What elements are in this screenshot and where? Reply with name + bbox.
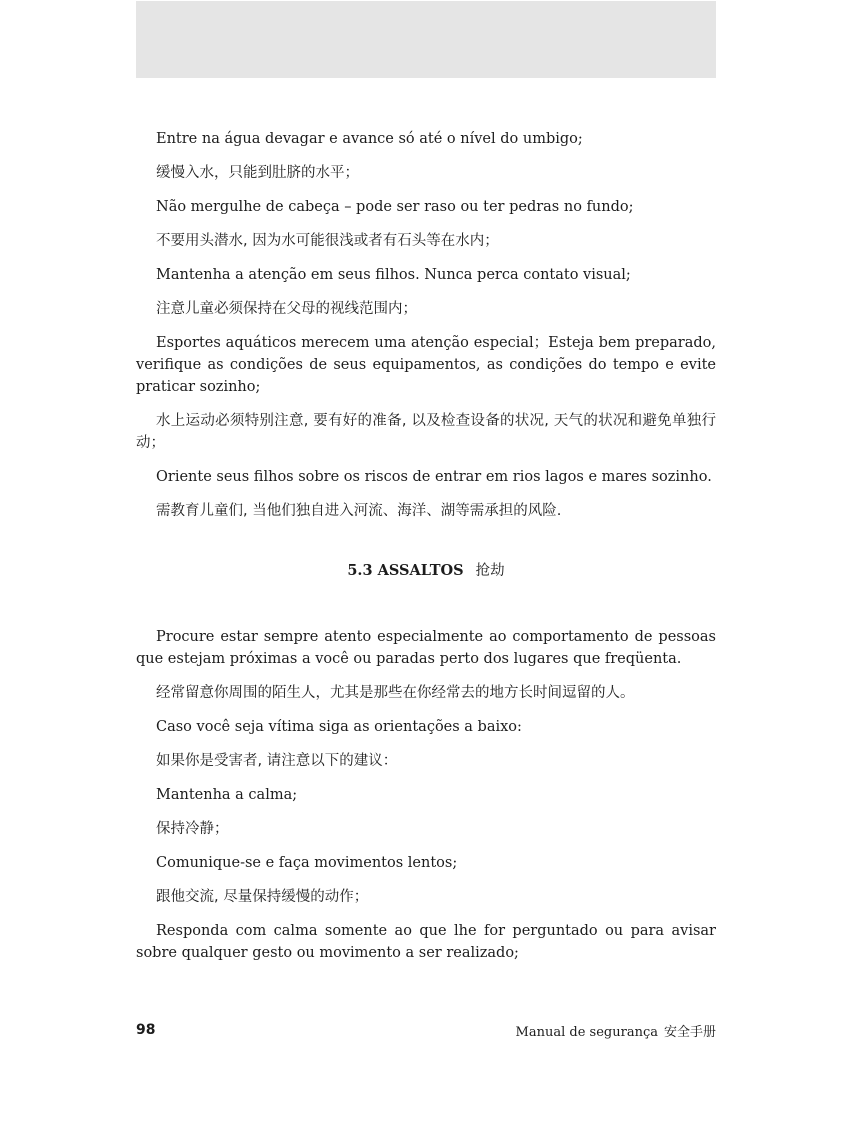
paragraph-zh: 注意儿童必须保持在父母的视线范围内；: [156, 301, 417, 317]
paragraph: Responda com calma somente ao que lhe for perguntado ou para avisar sobre qualquer gesto ou movimento a ser realizado;: [136, 923, 716, 961]
paragraph-zh: 缓慢入水，只能到肚脐的水平；: [156, 165, 359, 181]
paragraph: Esportes aquáticos merecem uma atenção especial；Esteja bem preparado, verifique as condições de seus equipamentos, as condições do tempo e evite praticar sozinho;: [136, 335, 716, 395]
paragraph-zh: 水上运动必须特别注意, 要有好的准备, 以及检查设备的状况, 天气的状况和避免单独行动；: [136, 413, 716, 451]
section-title-pt: 5.3 ASSALTOS: [347, 562, 464, 579]
footer-title-zh: 安全手册: [663, 1025, 716, 1040]
paragraph: Caso você seja vítima siga as orientações a baixo:: [156, 719, 522, 735]
paragraph: Entre na água devagar e avance só até o nível do umbigo;: [156, 131, 583, 147]
section-heading: [136, 560, 716, 582]
paragraph-zh: 保持冷静；: [156, 821, 229, 837]
paragraph: Mantenha a atenção em seus filhos. Nunca perca contato visual;: [156, 267, 631, 283]
page-number: 98: [136, 1022, 156, 1038]
paragraph: Comunique-se e faça movimentos lentos;: [156, 855, 458, 871]
paragraph: Procure estar sempre atento especialmente ao comportamento de pessoas que estejam próximas a você ou paradas perto dos lugares que freqüenta.: [136, 629, 716, 667]
paragraph-zh: 经常留意你周围的陌生人，尤其是那些在你经常去的地方长时间逗留的人。: [156, 685, 635, 701]
paragraph-zh: 如果你是受害者, 请注意以下的建议：: [156, 753, 398, 769]
section-title-zh: 抢劫: [475, 563, 505, 579]
paragraph-zh: 需教育儿童们, 当他们独自进入河流、海洋、湖等需承担的风险.: [156, 503, 562, 519]
paragraph: Oriente seus filhos sobre os riscos de entrar em rios lagos e mares sozinho.: [156, 469, 712, 485]
page-content: [136, 128, 716, 976]
paragraph: Não mergulhe de cabeça – pode ser raso ou ter pedras no fundo;: [156, 199, 634, 215]
paragraph-zh: 不要用头潜水, 因为水可能很浅或者有石头等在水内；: [156, 233, 499, 249]
paragraph-zh: 跟他交流, 尽量保持缓慢的动作；: [156, 889, 369, 905]
running-footer: [516, 1021, 716, 1040]
paragraph: Mantenha a calma;: [156, 787, 298, 803]
header-band: [136, 1, 716, 78]
footer-title-pt: Manual de segurança: [515, 1025, 658, 1040]
